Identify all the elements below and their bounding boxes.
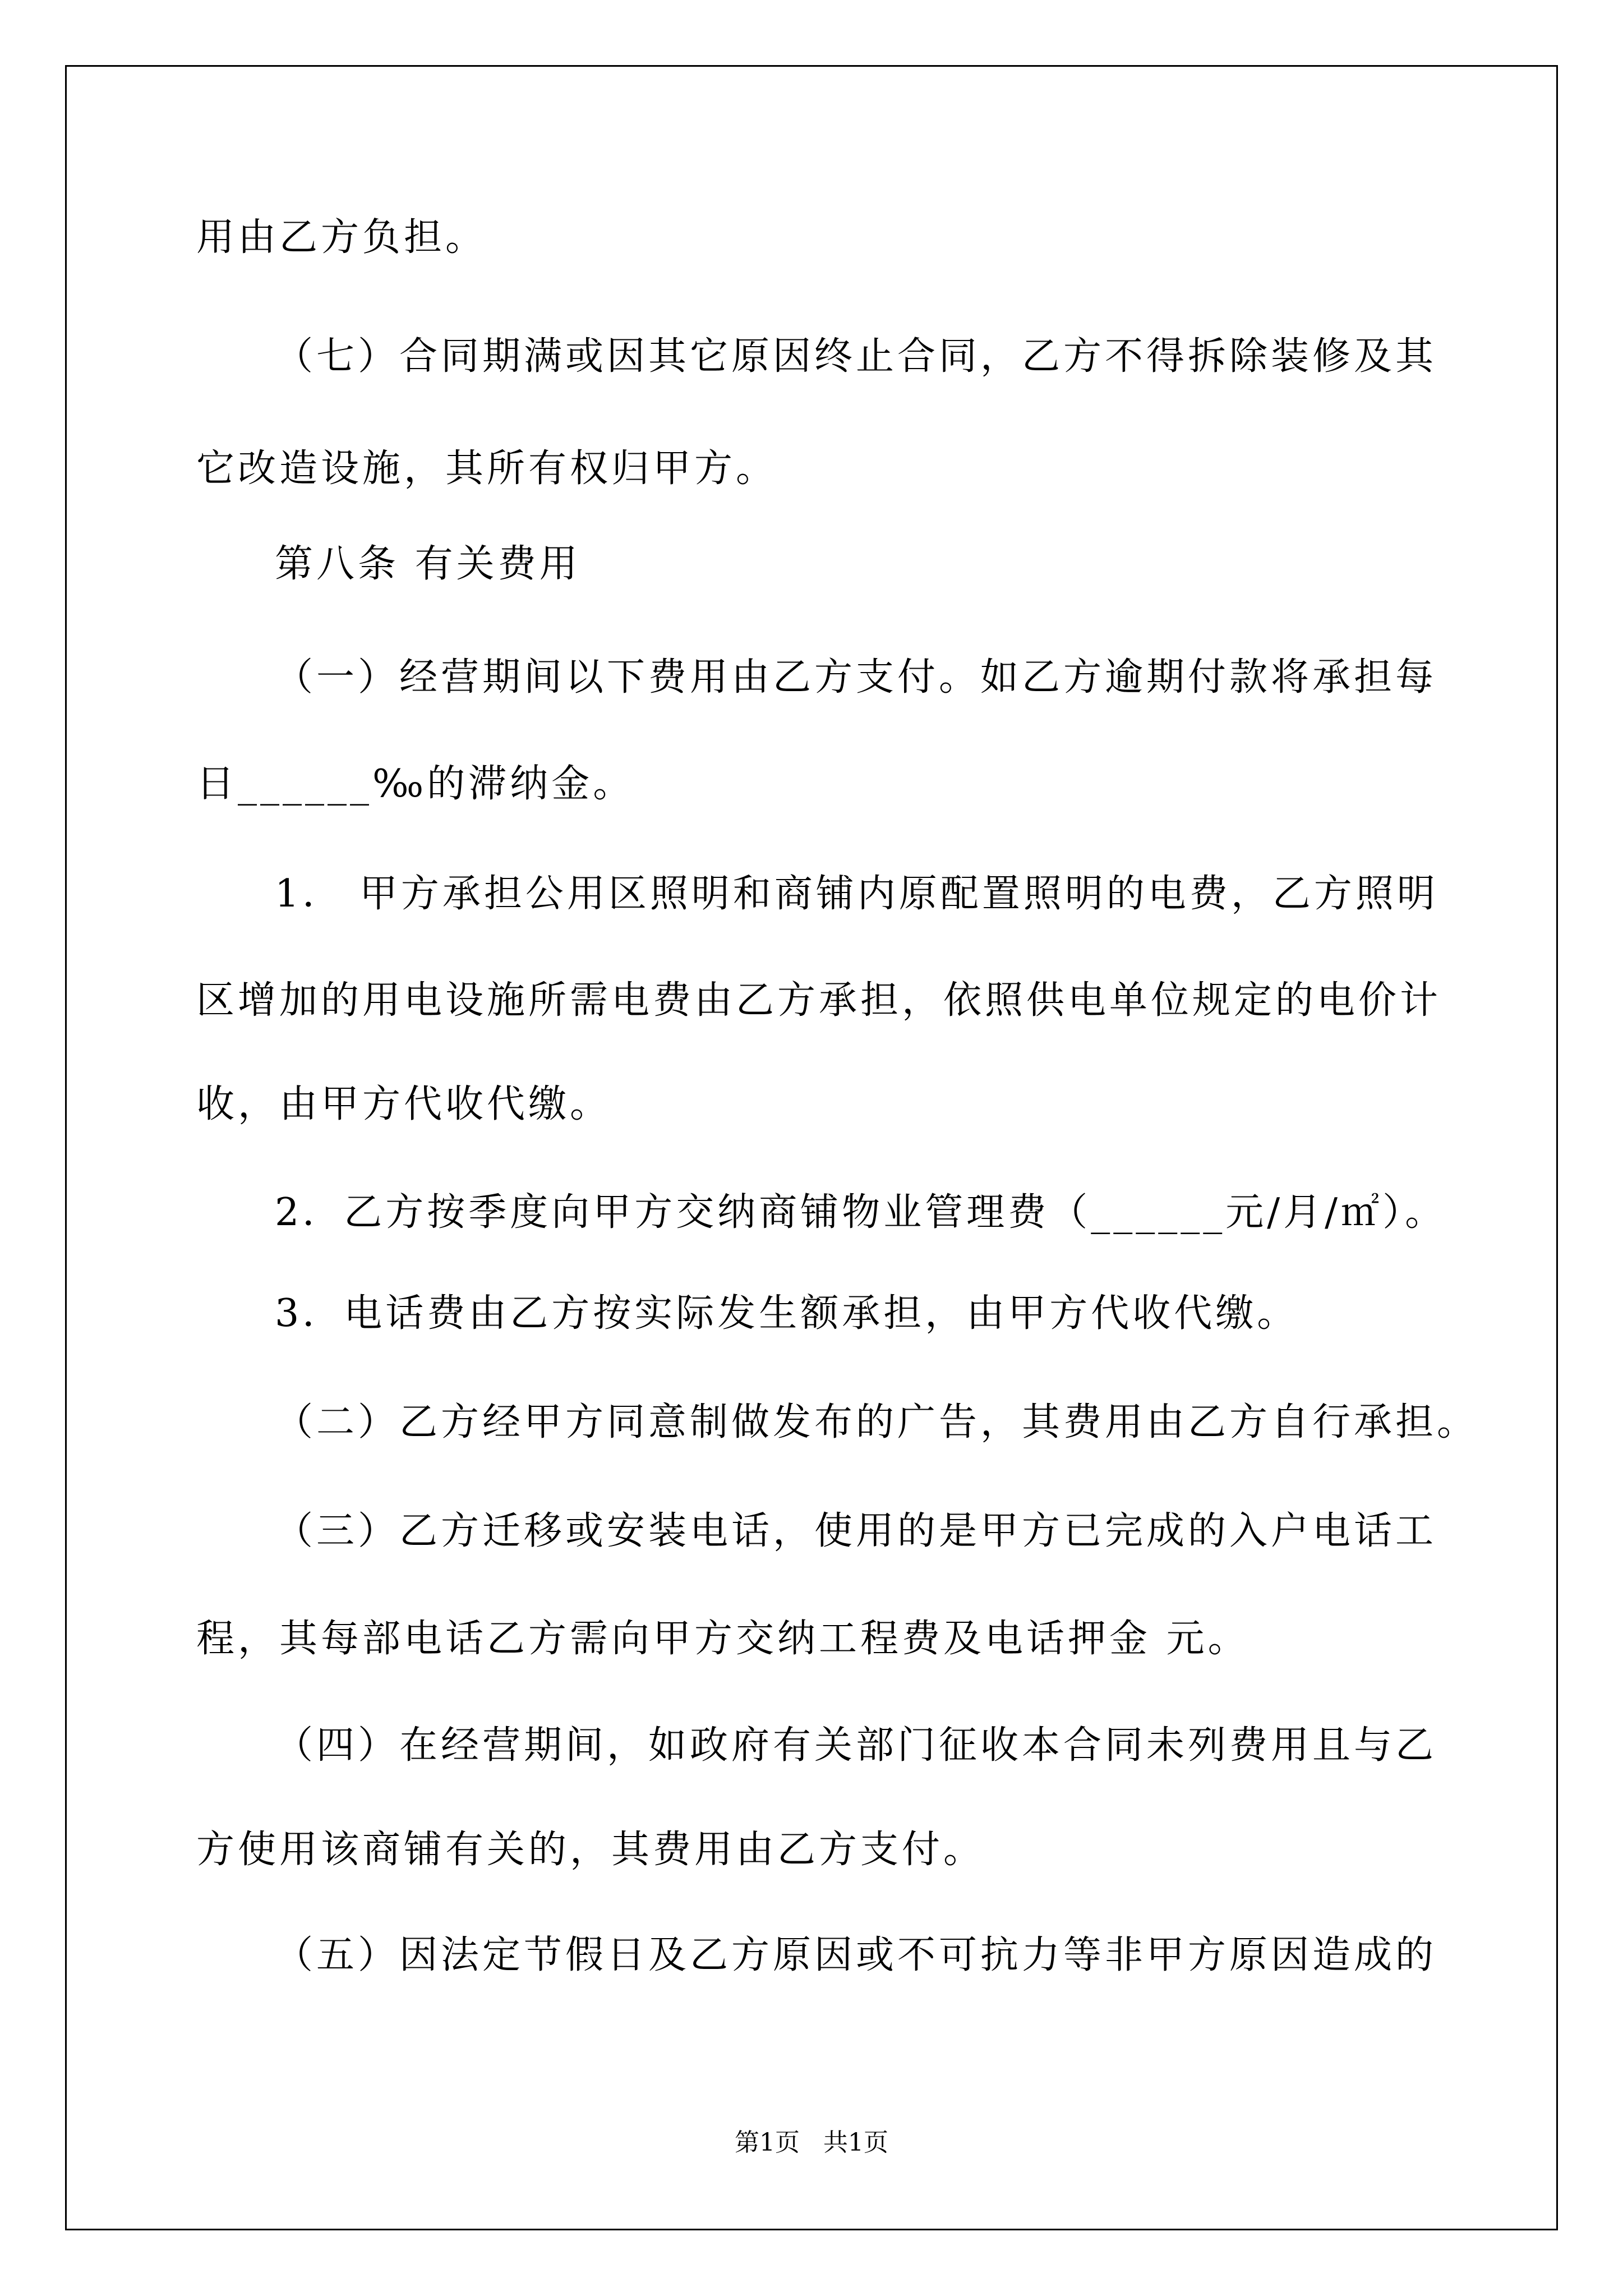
page-total: 共1页: [823, 2128, 888, 2157]
page-border: [65, 65, 1558, 2230]
text-line: 方使用该商铺有关的，其费用由乙方支付。: [196, 1828, 985, 1872]
text-line: 日______‰的滞纳金。: [196, 762, 635, 806]
text-line: 区增加的用电设施所需电费由乙方承担，依照供电单位规定的电价计: [196, 978, 1442, 1023]
text-line: （一）经营期间以下费用由乙方支付。如乙方逾期付款将承担每: [275, 655, 1437, 700]
text-line: 1． 甲方承担公用区照明和商铺内原配置照明的电费，乙方照明: [275, 872, 1438, 916]
page-footer: [0, 2126, 1623, 2160]
text-line: （二）乙方经甲方同意制做发布的广告，其费用由乙方自行承担。: [275, 1400, 1479, 1444]
text-line: （四）在经营期间，如政府有关部门征收本合同未列费用且与乙: [275, 1723, 1437, 1768]
text-line: 用由乙方负担。: [196, 215, 487, 260]
page-number: 第1页: [735, 2128, 800, 2157]
text-line: 收，由甲方代收代缴。: [196, 1082, 612, 1126]
text-line: （三）乙方迁移或安装电话，使用的是甲方已完成的入户电话工: [275, 1509, 1437, 1553]
text-line: 2．乙方按季度向甲方交纳商铺物业管理费（______元/月/㎡）。: [275, 1190, 1447, 1235]
text-line: 它改造设施，其所有权归甲方。: [196, 447, 778, 491]
text-line: 3．电话费由乙方按实际发生额承担，由甲方代收代缴。: [275, 1291, 1299, 1336]
section-heading: 第八条 有关费用: [275, 542, 581, 586]
text-line: （五）因法定节假日及乙方原因或不可抗力等非甲方原因造成的: [275, 1933, 1437, 1977]
text-line: 程，其每部电话乙方需向甲方交纳工程费及电话押金 元。: [196, 1617, 1249, 1661]
text-line: （七）合同期满或因其它原因终止合同，乙方不得拆除装修及其: [275, 334, 1437, 379]
